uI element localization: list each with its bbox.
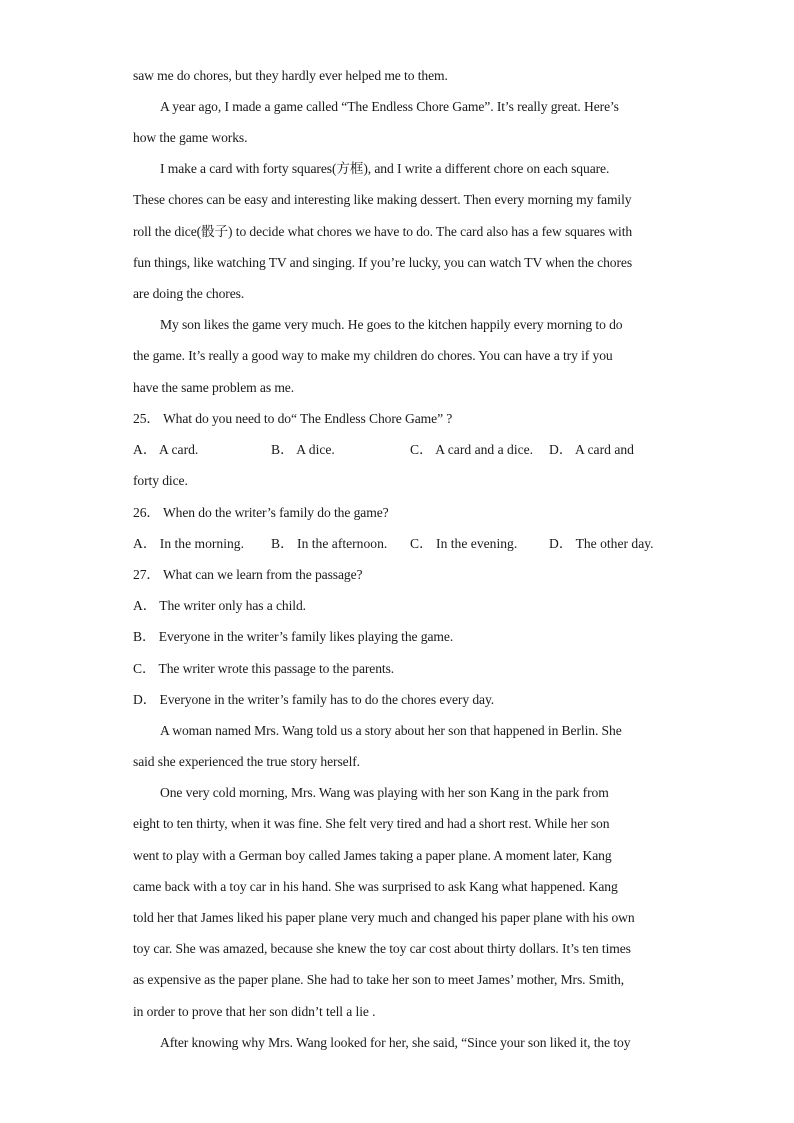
passage1-line: roll the dice(骰子) to decide what chores we have to do. The card also has a few squares with bbox=[133, 224, 633, 239]
passage1-line: fun things, like watching TV and singing. If you’re lucky, you can watch TV when the chores bbox=[133, 255, 633, 270]
passage1-line: saw me do chores, but they hardly ever helped me to them. bbox=[133, 68, 448, 83]
passage2-line: said she experienced the true story herself. bbox=[133, 754, 360, 769]
question-27-stem: 27． What can we learn from the passage? bbox=[133, 567, 363, 582]
passage2-line: came back with a toy car in his hand. She was surprised to ask Kang what happened. Kang bbox=[133, 879, 618, 894]
passage2-line: eight to ten thirty, when it was fine. She felt very tired and had a short rest. While her son bbox=[133, 816, 610, 831]
q25-option-c: C． A card and a dice. bbox=[410, 442, 534, 457]
passage2-line: toy car. She was amazed, because she knew the toy car cost about thirty dollars. It’s ten times bbox=[133, 941, 631, 956]
passage2-line: After knowing why Mrs. Wang looked for her, she said, “Since your son liked it, the toy bbox=[160, 1035, 631, 1050]
question-26-stem: 26． When do the writer’s family do the game? bbox=[133, 505, 389, 520]
q26-option-c: C． In the evening. bbox=[410, 536, 518, 551]
passage2-line: One very cold morning, Mrs. Wang was playing with her son Kang in the park from bbox=[160, 785, 609, 800]
passage1-line: the game. It’s really a good way to make my children do chores. You can have a try if you bbox=[133, 348, 613, 363]
q27-option-a: A． The writer only has a child. bbox=[133, 598, 306, 613]
q25-option-d-continuation: forty dice. bbox=[133, 473, 188, 488]
passage2-line: went to play with a German boy called James taking a paper plane. A moment later, Kang bbox=[133, 848, 612, 863]
passage1-line: These chores can be easy and interesting like making dessert. Then every morning my family bbox=[133, 192, 632, 207]
passage1-line: have the same problem as me. bbox=[133, 380, 295, 395]
passage1-line: how the game works. bbox=[133, 130, 248, 145]
passage1-line: I make a card with forty squares(方框), and I write a different chore on each square. bbox=[160, 161, 610, 176]
passage2-line: told her that James liked his paper plane very much and changed his paper plane with his own bbox=[133, 910, 635, 925]
passage2-line: in order to prove that her son didn’t tell a lie . bbox=[133, 1004, 376, 1019]
q25-option-b: B． A dice. bbox=[271, 442, 335, 457]
passage2-line: A woman named Mrs. Wang told us a story about her son that happened in Berlin. She bbox=[160, 723, 622, 738]
passage2-line: as expensive as the paper plane. She had to take her son to meet James’ mother, Mrs. Smith, bbox=[133, 972, 625, 987]
q26-option-d: D． The other day. bbox=[549, 536, 654, 551]
q26-option-a: A． In the morning. bbox=[133, 536, 245, 551]
passage1-line: are doing the chores. bbox=[133, 286, 245, 301]
q27-option-d: D． Everyone in the writer’s family has to do the chores every day. bbox=[133, 692, 495, 707]
q25-option-a: A． A card. bbox=[133, 442, 199, 457]
question-25-stem: 25． What do you need to do“ The Endless Chore Game” ? bbox=[133, 411, 453, 426]
passage1-line: A year ago, I made a game called “The Endless Chore Game”. It’s really great. Here’s bbox=[160, 99, 619, 114]
q25-option-d: D． A card and bbox=[549, 442, 634, 457]
passage1-line: My son likes the game very much. He goes to the kitchen happily every morning to do bbox=[160, 317, 623, 332]
q27-option-c: C． The writer wrote this passage to the parents. bbox=[133, 661, 395, 676]
q26-option-b: B． In the afternoon. bbox=[271, 536, 388, 551]
q27-option-b: B． Everyone in the writer’s family likes playing the game. bbox=[133, 629, 454, 644]
